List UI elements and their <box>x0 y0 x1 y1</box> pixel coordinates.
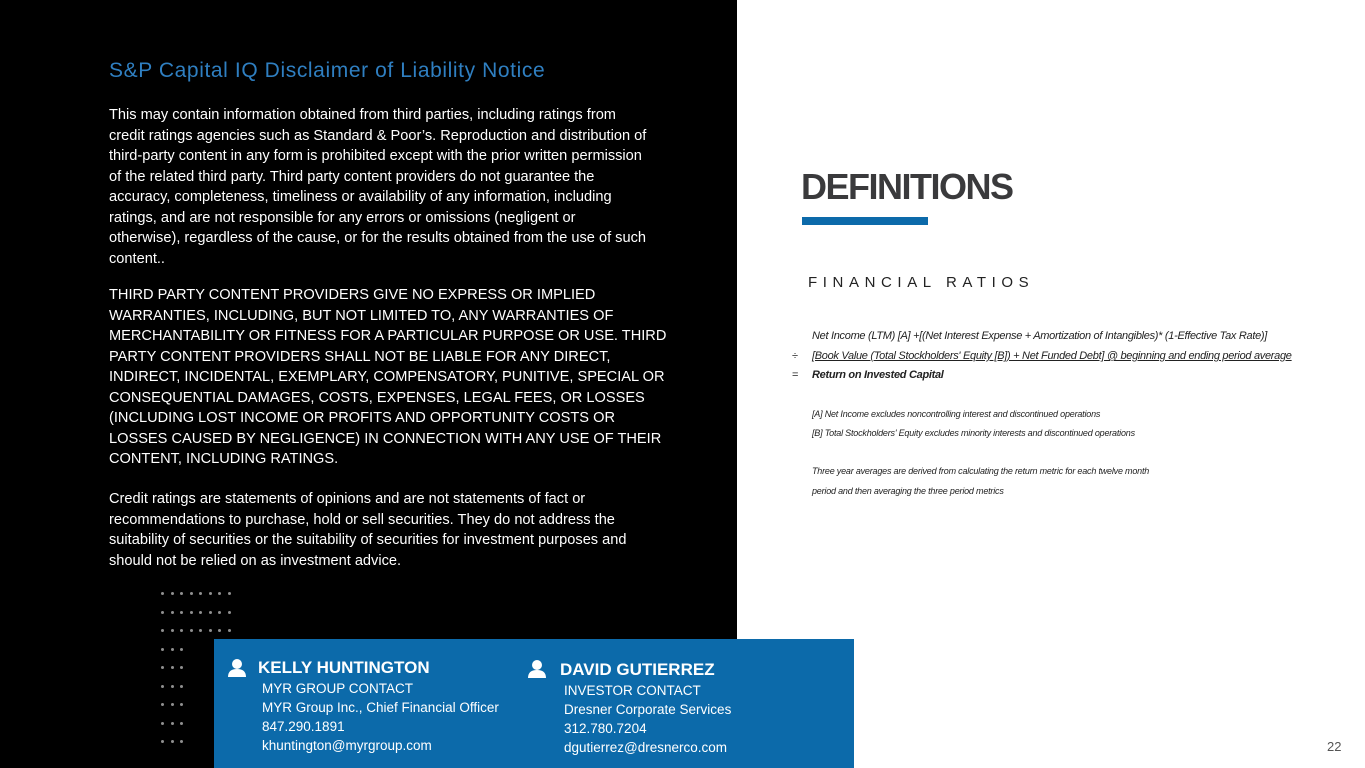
decorative-dot <box>180 722 183 725</box>
decorative-dot <box>228 611 231 614</box>
contact-role: INVESTOR CONTACT <box>564 683 701 698</box>
decorative-dot <box>161 703 164 706</box>
contact-name: KELLY HUNTINGTON <box>258 658 430 677</box>
disclaimer-paragraph-3: Credit ratings are statements of opinions and are not statements of fact or recommendations to purchase, hold or sell securities. They do not address the suitability of securities or the suitability of securities for investment purposes and should not be relied on as investment advice. <box>109 491 627 569</box>
decorative-dot <box>190 629 193 632</box>
contact-name: DAVID GUTIERREZ <box>560 660 715 679</box>
contact-email[interactable]: khuntington@myrgroup.com <box>262 738 432 753</box>
decorative-dot <box>171 592 174 595</box>
contact-email[interactable]: dgutierrez@dresnerco.com <box>564 740 728 755</box>
decorative-dot <box>171 740 174 743</box>
decorative-dot <box>171 685 174 688</box>
decorative-dot <box>180 648 183 651</box>
decorative-dot <box>190 592 193 595</box>
note-b: [B] Total Stockholders' Equity excludes minority interests and discontinued operations <box>812 428 1135 438</box>
decorative-dot <box>161 740 164 743</box>
decorative-dot <box>180 740 183 743</box>
decorative-dot <box>161 666 164 669</box>
decorative-dot <box>161 629 164 632</box>
decorative-dot <box>199 611 202 614</box>
decorative-dot <box>199 629 202 632</box>
decorative-dot <box>180 685 183 688</box>
decorative-dot <box>161 592 164 595</box>
title-accent-bar <box>802 217 928 225</box>
decorative-dot <box>161 685 164 688</box>
contact-role: MYR GROUP CONTACT <box>262 681 414 696</box>
page-number: 22 <box>1327 739 1342 754</box>
decorative-dot <box>161 648 164 651</box>
decorative-dot <box>171 722 174 725</box>
decorative-dot <box>161 722 164 725</box>
decorative-dot <box>180 611 183 614</box>
decorative-dot <box>171 666 174 669</box>
divide-symbol: ÷ <box>792 350 799 362</box>
decorative-dot <box>209 592 212 595</box>
decorative-dot <box>199 592 202 595</box>
decorative-dot <box>180 666 183 669</box>
note-averages-line-1: Three year averages are derived from calculating the return metric for each twelve month <box>812 466 1150 476</box>
decorative-dot <box>180 592 183 595</box>
decorative-dot <box>180 629 183 632</box>
roic-denominator: [Book Value (Total Stockholders' Equity [B]) + Net Funded Debt] @ beginning and ending period average <box>812 350 1292 362</box>
financial-ratios-heading: FINANCIAL RATIOS <box>808 274 1035 291</box>
note-averages-line-2: period and then averaging the three period metrics <box>812 486 1004 496</box>
contact-phone[interactable]: 312.780.7204 <box>564 721 647 736</box>
equals-symbol: = <box>792 369 799 381</box>
decorative-dot <box>218 592 221 595</box>
decorative-dot <box>161 611 164 614</box>
decorative-dot <box>171 703 174 706</box>
decorative-dot <box>218 629 221 632</box>
disclaimer-paragraph-2: THIRD PARTY CONTENT PROVIDERS GIVE NO EXPRESS OR IMPLIED WARRANTIES, INCLUDING, BUT NOT LIMITED TO, ANY WARRANTIES OF MERCHANTABILITY OR FITNESS FOR A PARTICULAR PURPOSE OR USE. THIRD PARTY CONTENT PROVIDERS SHALL NOT BE LIABLE FOR ANY DIRECT, INDIRECT, INCIDENTAL, EXEMPLARY, COMPENSATORY, PUNITIVE, SPECIAL OR CONSEQUENTIAL DAMAGES, COSTS, EXPENSES, LEGAL FEES, OR LOSSES (INCLUDING LOST INCOME OR PROFITS AND OPPORTUNITY COSTS OR LOSSES CAUSED BY NEGLIGENCE) IN CONNECTION WITH ANY USE OF THEIR CONTENT, INCLUDING RATINGS. <box>109 287 667 467</box>
decorative-dot <box>171 629 174 632</box>
decorative-dot <box>180 703 183 706</box>
definitions-title: DEFINITIONS <box>801 166 1013 207</box>
disclaimer-paragraph-1: This may contain information obtained from third parties, including ratings from credit ratings agencies such as Standard & Poor’s. Reproduction and distribution of third-party content in any form is prohibited except with the prior written permission of the related third party. Third party content providers do not guarantee the accuracy, completeness, timeliness or availability of any information, including ratings, and are not responsible for any errors or omissions (negligent or otherwise), regardless of the cause, or for the results obtained from the use of such content.. <box>109 107 647 267</box>
decorative-dot <box>190 611 193 614</box>
contact-organization: Dresner Corporate Services <box>564 702 732 717</box>
person-icon <box>227 658 247 678</box>
decorative-dot <box>228 629 231 632</box>
decorative-dot <box>171 648 174 651</box>
decorative-dot <box>171 611 174 614</box>
roic-result: Return on Invested Capital <box>812 369 944 381</box>
person-icon <box>527 659 547 679</box>
contact-phone[interactable]: 847.290.1891 <box>262 719 345 734</box>
roic-numerator: Net Income (LTM) [A] +[(Net Interest Expense + Amortization of Intangibles)* (1-Effective Tax Rate)] <box>812 330 1268 342</box>
note-a: [A] Net Income excludes noncontrolling interest and discontinued operations <box>812 409 1101 419</box>
disclaimer-title: S&P Capital IQ Disclaimer of Liability Notice <box>109 59 546 82</box>
contact-organization: MYR Group Inc., Chief Financial Officer <box>262 700 499 715</box>
decorative-dot <box>228 592 231 595</box>
decorative-dot <box>209 611 212 614</box>
contact-box <box>214 639 854 768</box>
decorative-dot <box>209 629 212 632</box>
decorative-dot <box>218 611 221 614</box>
